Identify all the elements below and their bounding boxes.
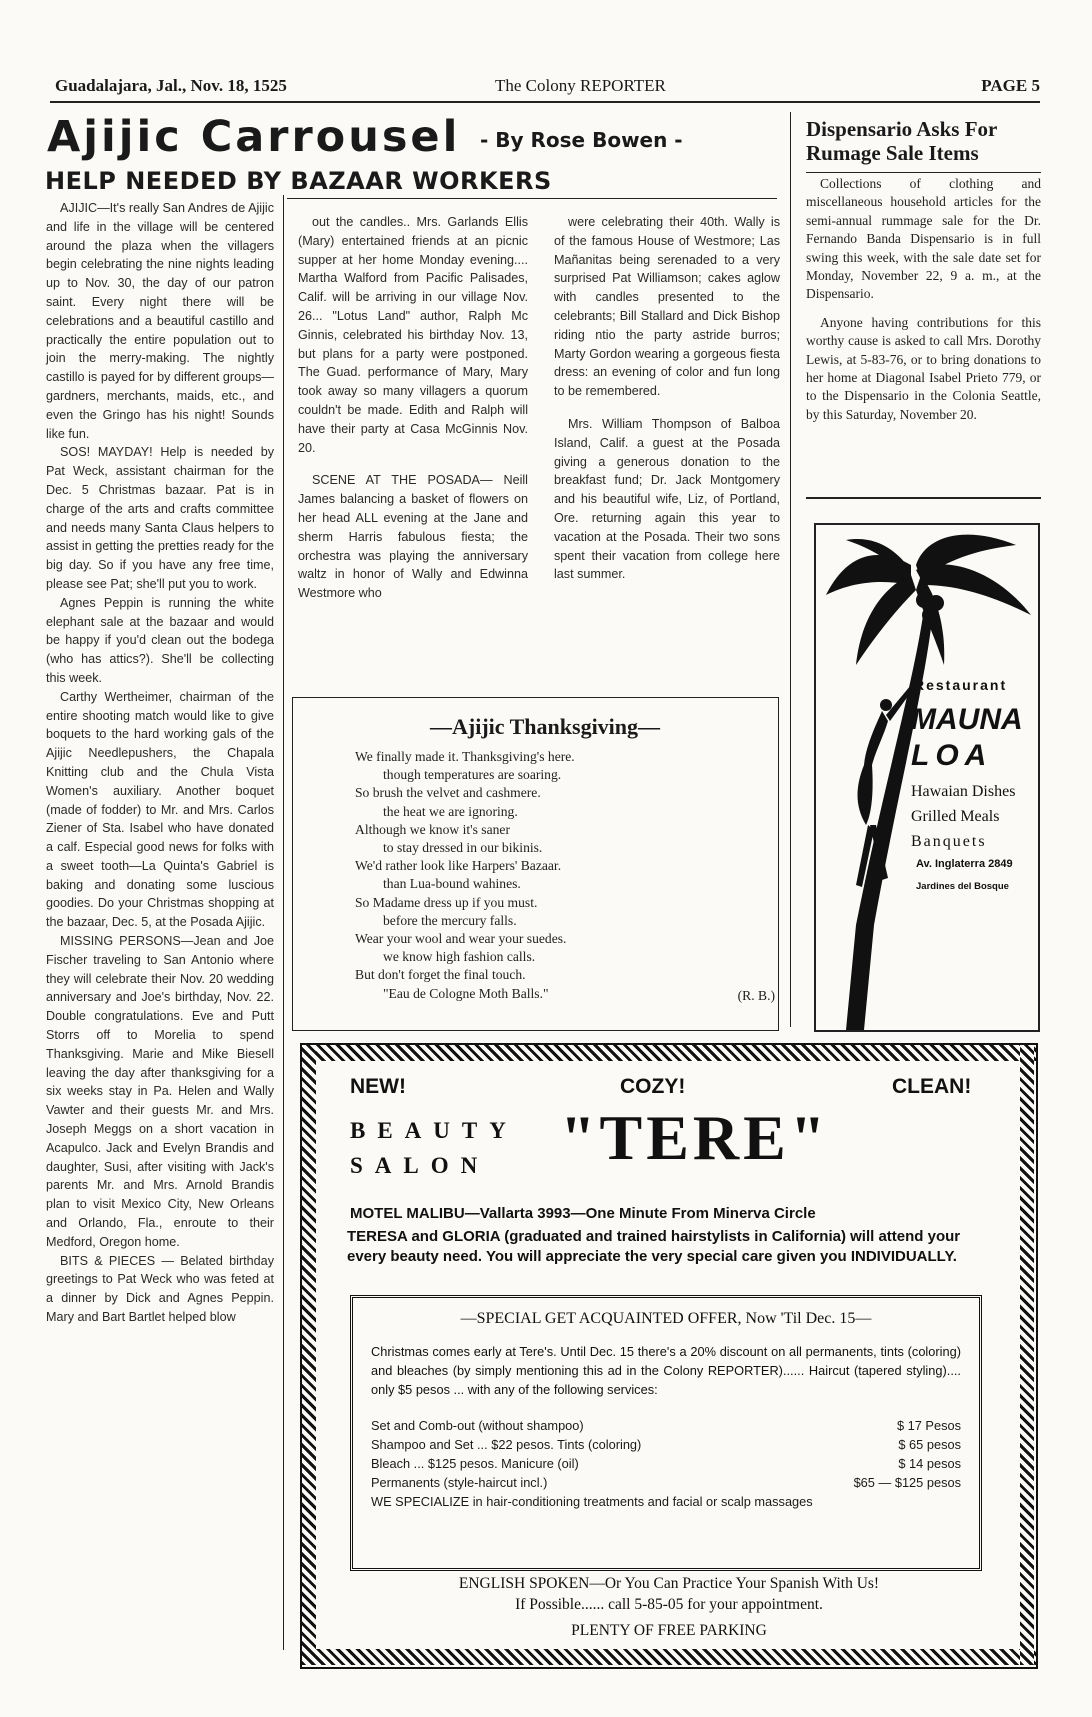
salon-description: TERESA and GLORIA (graduated and trained hairstylists in California) will attend your every beauty need. You will appreciate the very special care given you INDIVIDUALLY.: [347, 1228, 961, 1265]
poem-line: Wear your wool and wear your suedes.: [355, 931, 567, 947]
ad-border-left: [302, 1045, 316, 1665]
service-name: Permanents (style-haircut incl.): [371, 1475, 548, 1490]
ad-beauty: BEAUTY: [350, 1118, 518, 1143]
restaurant-label: Restaurant: [914, 677, 1008, 693]
sidebar-title: Dispensario Asks For Rumage Sale Items: [806, 117, 997, 165]
poem-line: So Madame dress up if you must.: [355, 894, 538, 910]
poem-line: We'd rather look like Harpers' Bazaar.: [355, 858, 562, 874]
poem-line: we know high fashion calls.: [383, 949, 536, 965]
paragraph: Agnes Peppin is running the white elephant sale at the bazaar and would be happy if you'd clean out the bodega (who has attics?). She'll be collecting this week.: [46, 595, 274, 685]
paragraph: MISSING PERSONS—Jean and Joe Fischer traveling to San Antonio where they will celebrate their Nov. 20 wedding anniversary and Joe's birthday, Nov. 22. Double congratulations. Eve and Putt Storrs off to Morelia to spend Thanksgiving. Marie and Mike Biesell leaving the day after thanksgiving for a six weeks stay in Pa. Helen and Wally Vawter and their guests Mr. and Mrs. Joseph Meggs on a short vacation in Acapulco. Jack and Evelyn Brandis and daughter, Susi, after visiting with Jack's parents Mr. and Mrs. Arnold Brandis plan to visit Mexico City, New Orleans and Orlando, Fla., enroute to their Medford, Oregon home.: [46, 934, 274, 1249]
ad-clean: CLEAN!: [892, 1075, 972, 1098]
paragraph: Carthy Wertheimer, chairman of the entire shooting match would like to give boquets to the hard working gals of the Ajijic Needlepushers, the Chapala Knitting club and the Chula Vista Women's auxiliary. Another boquet (made of fodder) to Mr. and Mrs. Carlos Ziener of Sta. Isabel who have donated a calf. Especial good news for folks with a sweet tooth—La Quinta's Gabriel is baking and donating some luscious goodies. Do your Christmas shopping at the bazaar, Dec. 5, at the Posada Ajijic.: [46, 689, 274, 930]
english-spoken: ENGLISH SPOKEN—Or You Can Practice Your Spanish With Us!: [458, 1575, 880, 1592]
poem-line: Although we know it's saner: [355, 821, 510, 837]
paragraph: BITS & PIECES — Belated birthday greetings to Pat Weck who was feted at a dinner by Dick and Agnes Peppin. Mary and Bart Bartlet helped blow: [46, 1253, 274, 1325]
restaurant-address: Av. Inglaterra 2849: [916, 858, 1013, 870]
restaurant-name-line2: LOA: [911, 739, 993, 772]
newspaper-name: The Colony REPORTER: [495, 76, 666, 95]
service-row: [371, 1456, 961, 1475]
dateline: Guadalajara, Jal., Nov. 18, 1525: [55, 76, 287, 95]
service-name: Set and Comb-out (without shampoo): [371, 1418, 584, 1433]
service-row: [371, 1418, 961, 1437]
paragraph: were celebrating their 40th. Wally is of the famous House of Westmore; Las Mañanitas being serenaded to a very surprised Pat Williamson; cakes aglow with candles presented to the celebrants; Bill Stallard and Dick Bishop riding ntio the party astride burros; Marty Gordon wearing a gorgeous fiesta dress: an evening of color and fun long to be remembered.: [554, 215, 780, 399]
poem-line: the heat we are ignoring.: [383, 803, 518, 819]
service-row: [371, 1437, 961, 1456]
offer-title: —SPECIAL GET ACQUAINTED OFFER, Now 'Til Dec. 15—: [460, 1310, 872, 1327]
restaurant-name-line1: MAUNA: [911, 703, 1023, 736]
paragraph: AJIJIC—It's really San Andres de Ajijic and life in the village will be centered around the plaza when the villagers begin celebrating the nine nights leading up to Nov. 30, the day of our patron saint. Every night there will be celebrations and a beautiful castillo and practically the entire population out to join the merry-making. The nightly castillo is payed for by different groups— gardners, merchants, maids, etc., and even the Gringo has his night! Sounds like fun.: [46, 201, 274, 441]
poem-body: [355, 748, 795, 1003]
ad-new: NEW!: [350, 1075, 406, 1098]
poem-line: though temperatures are soaring.: [383, 767, 562, 783]
masthead-rule: [50, 101, 1040, 103]
service-price: $ 14 pesos: [898, 1456, 961, 1471]
poem-line: So brush the velvet and cashmere.: [355, 785, 541, 801]
poem-line: to stay dressed in our bikinis.: [383, 840, 543, 856]
paragraph: out the candles.. Mrs. Garlands Ellis (Mary) entertained friends at an picnic supper at her home Monday evening.... Martha Walford from Pacific Palisades, Calif. will be arriving in our village Nov. 26... "Lotus Land" author, Ralph Mc Ginnis, celebrated his birthday Nov. 13, but plans for a party were postponed. The Guad. performance of Mary, Mary took away so many villagers a quorum couldn't be made. Edith and Ralph will have their party at Casa McGinnis Nov. 20.: [298, 215, 528, 455]
service-price: $ 65 pesos: [898, 1437, 961, 1452]
ad-border-bottom: [302, 1649, 1036, 1665]
ad-cozy: COZY!: [620, 1075, 686, 1098]
article-column-1: [46, 199, 274, 1327]
paragraph: Collections of clothing and miscellaneous household articles for the semi-annual rummage sale for the Dr. Fernando Banda Dispensario is in full swing this week, with the sale date set for Monday, November 22, 9 a. m., at the Dispensario.: [806, 176, 1041, 302]
salon-name: "TERE": [560, 1102, 830, 1173]
service-price: $65 — $125 pesos: [853, 1475, 961, 1490]
headline: HELP NEEDED BY BAZAAR WORKERS: [45, 167, 552, 195]
salon-ad: [300, 1043, 1038, 1669]
restaurant-ad: [814, 523, 1040, 1032]
parking-line: PLENTY OF FREE PARKING: [571, 1622, 767, 1639]
poem-title: —Ajijic Thanksgiving—: [430, 714, 661, 739]
restaurant-area: Jardines del Bosque: [916, 881, 1009, 892]
sidebar-rule: [806, 172, 1041, 173]
paragraph: Mrs. William Thompson of Balboa Island, Calif. a guest at the Posada giving a generous donation to the breakfast fund; Dr. Jack Montgomery and his beautiful wife, Liz, of Portland, Ore. returning again this year to vacation at the Posada. Their two sons spent their vacation from college here last summer.: [554, 416, 780, 582]
restaurant-item: Hawaian Dishes: [911, 783, 1016, 800]
restaurant-item: Grilled Meals: [911, 808, 1000, 825]
restaurant-item: Banquets: [911, 833, 987, 850]
offer-box: [350, 1295, 982, 1571]
paragraph: Anyone having contributions for this worthy cause is asked to call Mrs. Dorothy Lewis, at 5-83-76, or to bring donations to her home at Diagonal Isabel Prieto 779, or to the Dispensario in the Colonia Seattle, by this Saturday, November 20.: [806, 314, 1041, 422]
poem-line: But don't forget the final touch.: [355, 967, 526, 983]
headline-rule: [287, 198, 777, 199]
sidebar-rule: [806, 497, 1041, 499]
column-byline: - By Rose Bowen -: [480, 128, 683, 152]
palm-tree-illustration: [816, 525, 1038, 1030]
service-name: Shampoo and Set ... $22 pesos. Tints (coloring): [371, 1437, 642, 1452]
service-row: [371, 1494, 961, 1513]
call-line: If Possible...... call 5-85-05 for your appointment.: [515, 1596, 823, 1613]
article-column-2: [298, 213, 528, 603]
service-price: $ 17 Pesos: [896, 1418, 961, 1433]
service-name: WE SPECIALIZE in hair-conditioning treatments and facial or scalp massages: [371, 1494, 813, 1509]
poem-line: We finally made it. Thanksgiving's here.: [355, 749, 575, 764]
ad-border-top: [302, 1045, 1036, 1061]
page-number: PAGE 5: [981, 76, 1040, 95]
paragraph: SOS! MAYDAY! Help is needed by Pat Weck, assistant chairman for the Dec. 5 Christmas bazaar. Pat is in charge of the arts and crafts committee and needs many Santa Claus helpers to assist in getting the pretties ready for the big day. So if you have any free time, please see Pat; she'll put you to work.: [46, 445, 274, 591]
column-title: Ajijic Carrousel: [47, 112, 461, 162]
service-row: [371, 1475, 961, 1494]
masthead: [55, 76, 1040, 98]
salon-location: MOTEL MALIBU—Vallarta 3993—One Minute From Minerva Circle: [350, 1205, 816, 1222]
column-divider: [283, 195, 284, 1650]
poem-line: before the mercury falls.: [383, 912, 517, 928]
poem-signature: (R. B.): [737, 987, 775, 1003]
offer-text: Christmas comes early at Tere's. Until Dec. 15 there's a 20% discount on all permanents, tints (coloring) and bleaches (by simply mentioning this ad in the Colony REPORTER)...... Haircut (tapered styling).... only $5 pesos ... with any of the following services:: [371, 1344, 961, 1397]
ad-border-right: [1020, 1045, 1034, 1665]
article-column-3: [554, 213, 780, 584]
paragraph: SCENE AT THE POSADA— Neill James balancing a basket of flowers on her head ALL evening at the Jane and sherm Harris fabulous fiesta; the orchestra was playing the anniversary waltz in honor of Wally and Edwinna Westmore who: [298, 473, 528, 601]
poem-line: "Eau de Cologne Moth Balls.": [383, 985, 549, 1001]
poem-line: than Lua-bound wahines.: [383, 876, 521, 892]
service-name: Bleach ... $125 pesos. Manicure (oil): [371, 1456, 579, 1471]
services-list: [371, 1418, 961, 1513]
ad-salon: SALON: [350, 1153, 490, 1178]
sidebar-article: [806, 175, 1041, 434]
